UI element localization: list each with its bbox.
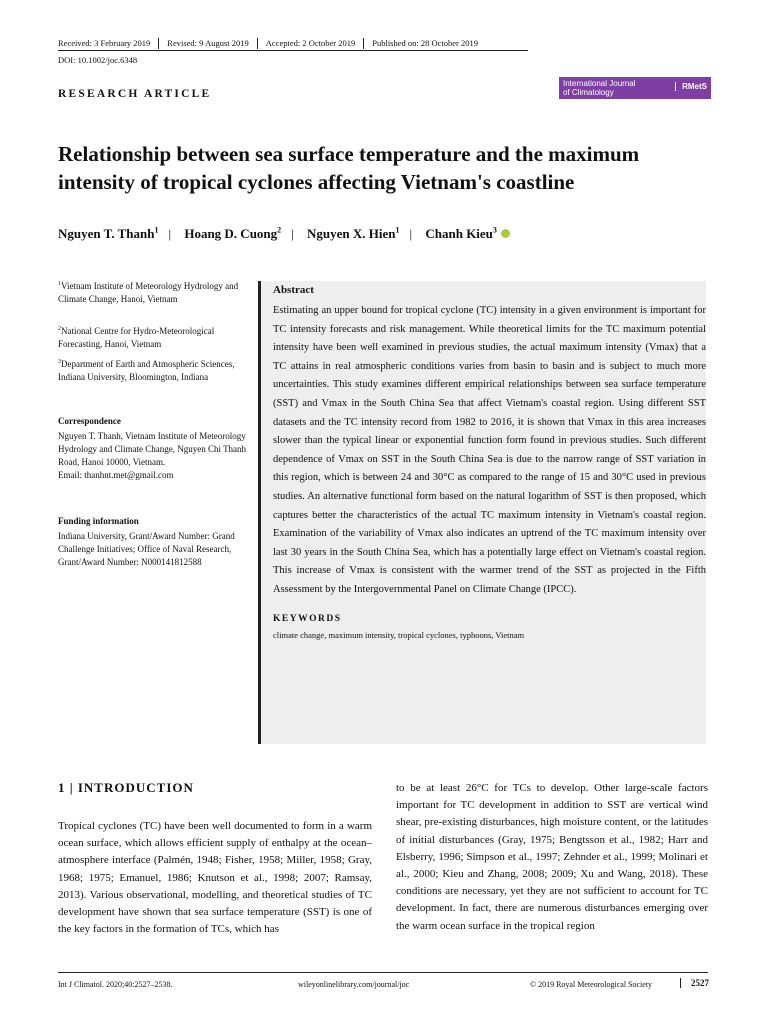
article-title: Relationship between sea surface temperature and the maximum intensity of tropical cyclones affecting Vietnam's coastline — [58, 142, 640, 194]
body-column-left: Tropical cyclones (TC) have been well documented to form in a warm ocean surface, which allows efficient supply of enthalpy at the ocean–atmosphere interface (Palmén, 1948; Fisher, 1958; Miller, 1958; Gray, 1968; 1975; Emanuel, 1986; Knutson et al., 1998; 2007; Ramsay, 2013). Various observational, modelling, and theoretical studies of TC development have shown that sea surface temperature (SST) is one of the key factors in the formation of TCs, which has — [58, 820, 372, 936]
body-column-right: to be at least 26°C for TCs to develop. Other large-scale factors important for TC development in addition to SST are vertical wind shear, pre-existing disturbances, high moisture content, or the latitudes of initial disturbances (Gray, 1975; Bengtsson et al., 1982; Harr and Elsberry, 1996; Simpson et al., 1997; Zehnder et al., 1999; Molinari et al., 2000; Kieu and Zhang, 2008; 2009; Xu and Wang, 2018). These conditions are necessary, yet they are not sufficient to account for TC development. In fact, there are numerous disturbances emerging over the warm ocean surface in the tropical region — [396, 782, 708, 932]
header-rule — [58, 50, 528, 51]
affiliation: $^1$Vietnam Institute of Meteorology Hydrology and Climate Change, Hanoi, Vietnam — [58, 281, 239, 304]
footer-copyright: © 2019 Royal Meteorological Society — [530, 980, 653, 989]
correspondence-heading: Correspondence — [58, 416, 121, 426]
abstract-text: Estimating an upper bound for tropical cyclone (TC) intensity in a given environment is important for TC intensity forecasts and risk management. While theoretical limits for the TC maximum potential intensity have been well examined in previous studies, the actual maximum intensity (Vmax) that a TC attains in real atmospheric conditions varies from basin to basin and is subject to much more uncertainties. This study examines different empirical relationships between sea surface temperature (SST) and Vmax in the South China Sea that affect Vietnam's coastal region. Using different SST datasets and the TC intensity record from 1982 to 2016, it is shown that Vmax in this area increases slower than the typical linear or exponential function form found in previous studies. Such different dependence of Vmax on SST in the South China Sea is due to the narrow range of SST variation in this region, which is between 24 and 30°C as compared to the range of 15 and 30°C used in previous studies. An alternative functional form based on the natural logarithm of SST is then proposed, which captures better the characteristics of the actual TC maximum intensity in Vietnam's coastal region. Examination of the variability of Vmax also indicates an uptrend of the TC maximum intensity over last 30 years in the South China Sea, which has a potentially large effect on Vietnam's coastal region. This increase of Vmax is consistent with the warmer trend of the SST as projected in the Fifth Assessment by the Intergovernmental Panel on Climate Change (IPCC). — [273, 305, 706, 595]
keywords-heading: KEYWORDS — [273, 613, 342, 624]
orcid-icon[interactable] — [501, 229, 510, 238]
abstract-heading: Abstract — [273, 284, 314, 296]
footer-citation: Int J Climatol. 2020;40:2527–2538. — [58, 980, 173, 989]
correspondence-email[interactable]: Email: thanhnt.met@gmail.com — [58, 470, 174, 480]
page-number: 2527 — [680, 978, 709, 988]
doi: DOI: 10.1002/joc.6348 — [58, 55, 138, 65]
affiliation: $^3$Department of Earth and Atmospheric Sciences, Indiana University, Bloomington, Indiana — [58, 359, 235, 382]
author[interactable]: Chanh Kieu$^3$ — [425, 226, 497, 242]
revised-date: Revised: 9 August 2019 — [158, 38, 256, 49]
footer-rule — [58, 972, 708, 973]
accepted-date: Accepted: 2 October 2019 — [257, 38, 363, 49]
section-label: RESEARCH ARTICLE — [58, 88, 212, 100]
author[interactable]: Nguyen T. Thanh$^1$ — [58, 226, 159, 242]
footer-url[interactable]: wileyonlinelibrary.com/journal/joc — [298, 980, 410, 989]
author[interactable]: Nguyen X. Hien$^1$ — [307, 226, 400, 242]
journal-logo — [559, 77, 711, 99]
received-date: Received: 3 February 2019 — [58, 38, 151, 48]
publication-dates — [58, 38, 486, 49]
affiliation: $^2$National Centre for Hydro-Meteorological Forecasting, Hanoi, Vietnam — [58, 326, 215, 349]
journal-name-line1: International Journal — [563, 79, 636, 88]
author-list: Nguyen T. Thanh$^1$ | Hoang D. Cuong$^2$ | Nguyen X. Hien$^1$ | Chanh Kieu$^3$ — [58, 226, 510, 242]
journal-name-line2: of Climatology — [563, 88, 614, 97]
publisher-logo: RMetS — [675, 82, 707, 91]
published-date: Published on: 28 October 2019 — [363, 38, 486, 49]
funding-heading: Funding information — [58, 516, 139, 526]
correspondence-text: Nguyen T. Thanh, Vietnam Institute of Meteorology Hydrology and Climate Change, Nguyen Chi Thanh Road, Hanoi 10000, Vietnam. Email: thanhnt.met@gmail.com — [58, 431, 247, 480]
section-heading-introduction: 1 | INTRODUCTION — [58, 780, 194, 795]
author[interactable]: Hoang D. Cuong$^2$ — [184, 226, 282, 242]
abstract-box — [258, 281, 706, 744]
keywords-list: climate change, maximum intensity, tropical cyclones, typhoons, Vietnam — [273, 629, 525, 640]
funding-text: Indiana University, Grant/Award Number: Grand Challenge Initiatives; Office of Naval Research, Grant/Award Number: N000141812588 — [58, 531, 235, 567]
